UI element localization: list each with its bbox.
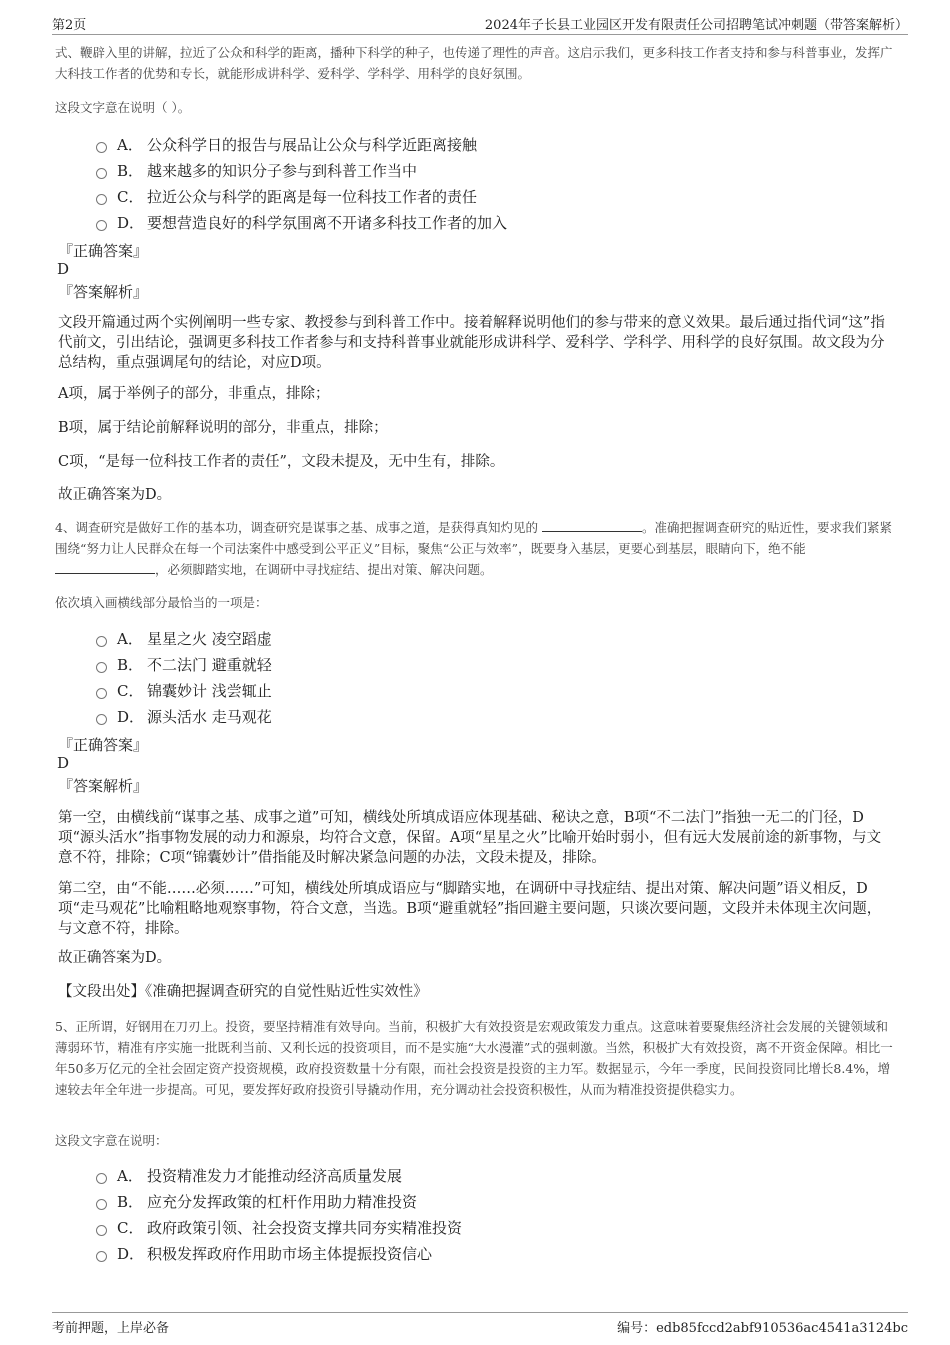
q4-option-a[interactable]: A． 星星之火 凌空蹈虚 <box>96 627 272 649</box>
radio-icon[interactable] <box>96 220 107 231</box>
radio-icon[interactable] <box>96 636 107 647</box>
q5-option-a[interactable]: A． 投资精准发力才能推动经济高质量发展 <box>96 1164 402 1186</box>
radio-icon[interactable] <box>96 688 107 699</box>
q3-answer: D <box>57 260 70 278</box>
q5-question: 这段文字意在说明： <box>55 1133 168 1148</box>
radio-icon[interactable] <box>96 1173 107 1184</box>
page-header <box>52 12 908 35</box>
q4-option-c[interactable]: C． 锦囊妙计 浅尝辄止 <box>96 679 272 701</box>
q3-conclusion: 故正确答案为D。 <box>58 487 172 503</box>
radio-icon[interactable] <box>96 194 107 205</box>
q3-option-c[interactable]: C． 拉近公众与科学的距离是每一位科技工作者的责任 <box>96 185 477 207</box>
q3-option-d[interactable]: D． 要想营造良好的科学氛围离不开诸多科技工作者的加入 <box>96 211 507 233</box>
q3-analysis-b: B项，属于结论前解释说明的部分，非重点，排除； <box>58 420 388 436</box>
q4-answer: D <box>57 754 70 772</box>
q4-analysis-first-blank: 第一空，由横线前“谋事之基、成事之道”可知，横线处所填成语应体现基础、秘诀之意，B项“不二法门”指独一无二的门径，D项“源头活水”指事物发展的动力和源泉，均符合文意，保留。A项“星星之火”比喻开始时弱小，但有远大发展前途的新事物，与文意不符，排除；C项“锦囊妙计”借指能及时解决紧急问题的办法，文段未提及，排除。 <box>58 810 882 866</box>
q4-analysis-second-blank: 第二空，由“不能……必须……”可知，横线处所填成语应与“脚踏实地，在调研中寻找症结、提出对策、解决问题”语义相反，D项“走马观花”比喻粗略地观察事物，符合文意，当选。B项“避重就轻”指回避主要问题，只谈次要问题，文段并未体现主次问题，与文意不符，排除。 <box>58 881 882 937</box>
q4-option-b[interactable]: B． 不二法门 避重就轻 <box>96 653 272 675</box>
q4-analysis-label: 『答案解析』 <box>58 777 149 795</box>
q3-analysis-a: A项，属于举例子的部分，非重点，排除； <box>58 386 330 402</box>
blank-line <box>55 559 155 574</box>
radio-icon[interactable] <box>96 1199 107 1210</box>
radio-icon[interactable] <box>96 1251 107 1262</box>
q5-option-c[interactable]: C． 政府政策引领、社会投资支撑共同夯实精准投资 <box>96 1216 462 1238</box>
q3-option-b[interactable]: B． 越来越多的知识分子参与到科普工作当中 <box>96 159 417 181</box>
blank-line <box>542 517 642 532</box>
document-title: 2024年子长县工业园区开发有限责任公司招聘笔试冲刺题（带答案解析） <box>484 18 908 33</box>
q3-passage-tail: 式、鞭辟入里的讲解，拉近了公众和科学的距离，播种下科学的种子，也传递了理性的声音。这启示我们，更多科技工作者支持和参与科普事业，发挥广大科技工作者的优势和专长，就能形成讲科学、爱科学、学科学、用科学的良好氛围。 <box>55 45 893 81</box>
q4-passage: 4、调查研究是做好工作的基本功，调查研究是谋事之基、成事之道，是获得真知灼见的 。准确把握调查研究的贴近性，要求我们紧紧围绕“努力让人民群众在每一个司法案件中感受到公平正义”目标，聚焦“公正与效率”，既要身入基层，更要心到基层，眼睛向下，绝不能 ，必须脚踏实地，在调研中寻找症结、提出对策、解决问题。 <box>55 517 897 580</box>
radio-icon[interactable] <box>96 662 107 673</box>
q5-option-d[interactable]: D． 积极发挥政府作用助市场主体提振投资信心 <box>96 1242 432 1264</box>
q4-option-d[interactable]: D． 源头活水 走马观花 <box>96 705 272 727</box>
radio-icon[interactable] <box>96 142 107 153</box>
page-footer <box>52 1312 908 1337</box>
radio-icon[interactable] <box>96 1225 107 1236</box>
q4-conclusion: 故正确答案为D。 <box>58 950 172 966</box>
radio-icon[interactable] <box>96 168 107 179</box>
q3-option-a[interactable]: A． 公众科学日的报告与展品让公众与科学近距离接触 <box>96 133 477 155</box>
q3-analysis-c: C项，“是每一位科技工作者的责任”，文段未提及，无中生有，排除。 <box>58 454 505 470</box>
q4-answer-label: 『正确答案』 <box>58 736 149 754</box>
q4-source: 【文段出处】《准确把握调查研究的自觉性贴近性实效性》 <box>58 984 428 1000</box>
q5-option-b[interactable]: B． 应充分发挥政策的杠杆作用助力精准投资 <box>96 1190 417 1212</box>
page-number: 第2页 <box>52 18 87 33</box>
q3-analysis-label: 『答案解析』 <box>58 283 149 301</box>
footer-slogan: 考前押题，上岸必备 <box>52 1321 170 1336</box>
footer-document-id: 编号：edb85fccd2abf910536ac4541a3124bc <box>617 1321 908 1336</box>
q3-analysis-paragraph: 文段开篇通过两个实例阐明一些专家、教授参与到科普工作中。接着解释说明他们的参与带来的意义效果。最后通过指代词“这”指代前文，引出结论，强调更多科技工作者参与和支持科普事业就能形成讲科学、爱科学、学科学、用科学的良好氛围。故文段为分总结构，重点强调尾句的结论，对应D项。 <box>58 315 885 371</box>
q5-passage: 5、正所谓，好钢用在刀刃上。投资，要坚持精准有效导向。当前，积极扩大有效投资是宏观政策发力重点。这意味着要聚焦经济社会发展的关键领域和薄弱环节，精准有序实施一批既利当前、又利长远的投资项目，而不是实施“大水漫灌”式的强刺激。当然，积极扩大有效投资，离不开资金保障。相比一年50多万亿元的全社会固定资产投资规模，政府投资数量十分有限，而社会投资是投资的主力军。数据显示，今年一季度，民间投资同比增长8.4%，增速较去年全年进一步提高。可见，要发挥好政府投资引导撬动作用，充分调动社会投资积极性，从而为精准投资提供稳实力。 <box>55 1019 893 1097</box>
q4-question: 依次填入画横线部分最恰当的一项是： <box>55 595 268 610</box>
q3-answer-label: 『正确答案』 <box>58 242 149 260</box>
q3-question: 这段文字意在说明（ ）。 <box>55 100 191 115</box>
radio-icon[interactable] <box>96 714 107 725</box>
